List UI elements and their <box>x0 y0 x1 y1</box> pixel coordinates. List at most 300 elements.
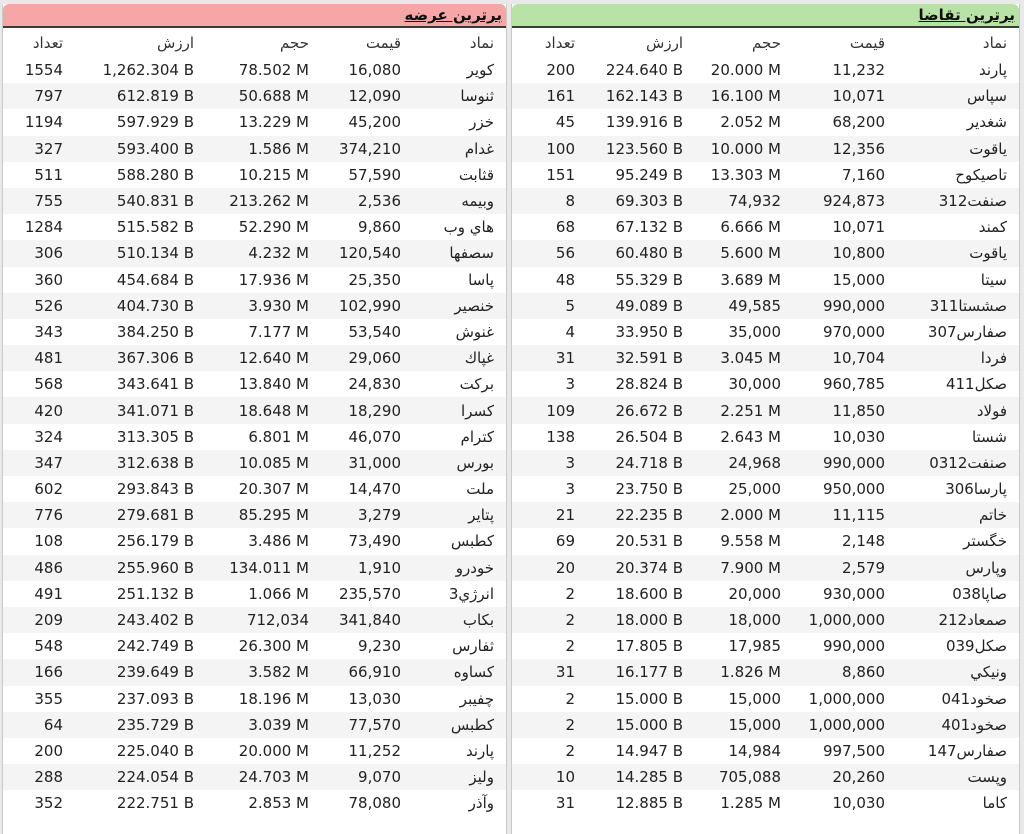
cell-symbol: تاصيكوح <box>955 165 1007 184</box>
cell-value: 515.582 B <box>116 218 194 237</box>
cell-volume: 20.000 M <box>710 61 781 80</box>
cell-price: 1,000,000 <box>808 715 885 734</box>
cell-count: 31 <box>555 663 575 682</box>
cell-count: 100 <box>546 139 575 158</box>
cell-price: 20,260 <box>832 768 885 787</box>
cell-count: 68 <box>555 218 575 237</box>
cell-value: 60.480 B <box>615 244 683 263</box>
cell-volume: 16.100 M <box>710 87 781 106</box>
cell-price: 46,070 <box>348 427 401 446</box>
cell-price: 11,115 <box>832 506 885 525</box>
cell-price: 990,000 <box>822 453 885 472</box>
cell-count: 45 <box>555 113 575 132</box>
cell-volume: 17.936 M <box>238 270 309 289</box>
cell-symbol: پاسا <box>468 270 494 289</box>
cell-count: 138 <box>546 427 575 446</box>
table-row[interactable] <box>512 555 1019 581</box>
cell-symbol: وليز <box>469 768 494 787</box>
cell-value: 612.819 B <box>116 87 194 106</box>
cell-volume: 20.000 M <box>238 741 309 760</box>
cell-count: 360 <box>34 270 63 289</box>
cell-value: 162.143 B <box>605 87 683 106</box>
cell-count: 526 <box>34 296 63 315</box>
table-row[interactable] <box>512 57 1019 83</box>
cell-symbol: خنصير <box>454 296 494 315</box>
cell-count: 602 <box>34 480 63 499</box>
cell-volume: 1.586 M <box>248 139 309 158</box>
cell-symbol: چفيبر <box>459 689 494 708</box>
cell-value: 510.134 B <box>116 244 194 263</box>
cell-volume: 10.000 M <box>710 139 781 158</box>
table-row[interactable] <box>3 528 506 554</box>
cell-count: 3 <box>565 375 575 394</box>
cell-symbol: صفارس307 <box>927 322 1007 341</box>
cell-volume: 2.052 M <box>720 113 781 132</box>
cell-price: 31,000 <box>348 453 401 472</box>
cell-symbol: كطبس <box>450 715 494 734</box>
cell-price: 53,540 <box>348 322 401 341</box>
table-row[interactable] <box>3 424 506 450</box>
cell-price: 24,830 <box>348 375 401 394</box>
cell-count: 166 <box>34 663 63 682</box>
table-row[interactable] <box>512 450 1019 476</box>
table-row[interactable] <box>512 240 1019 266</box>
cell-count: 2 <box>565 584 575 603</box>
demand-column-headers <box>512 28 1019 57</box>
cell-value: 540.831 B <box>116 192 194 211</box>
cell-symbol: پارند <box>978 61 1007 80</box>
cell-value: 367.306 B <box>116 349 194 368</box>
cell-volume: 7.900 M <box>720 558 781 577</box>
table-row[interactable] <box>512 502 1019 528</box>
cell-volume: 3.689 M <box>720 270 781 289</box>
cell-volume: 134.011 M <box>229 558 309 577</box>
cell-price: 10,704 <box>832 349 885 368</box>
table-row[interactable] <box>512 686 1019 712</box>
table-row[interactable] <box>3 581 506 607</box>
table-row[interactable] <box>3 293 506 319</box>
cell-volume: 2.000 M <box>720 506 781 525</box>
table-row[interactable] <box>3 633 506 659</box>
cell-symbol: انرژي3 <box>448 584 494 603</box>
cell-value: 224.640 B <box>605 61 683 80</box>
cell-value: 255.960 B <box>116 558 194 577</box>
table-row[interactable] <box>512 109 1019 135</box>
cell-count: 511 <box>34 165 63 184</box>
cell-symbol: كترام <box>460 427 494 446</box>
table-row[interactable] <box>3 240 506 266</box>
cell-symbol: سيتا <box>980 270 1007 289</box>
cell-symbol: خودرو <box>455 558 494 577</box>
cell-count: 776 <box>34 506 63 525</box>
table-row[interactable] <box>512 424 1019 450</box>
cell-count: 20 <box>555 558 575 577</box>
cell-value: 26.672 B <box>615 401 683 420</box>
cell-value: 95.249 B <box>615 165 683 184</box>
table-row[interactable] <box>512 345 1019 371</box>
column-header-volume[interactable]: حجم <box>280 33 309 52</box>
table-row[interactable] <box>3 502 506 528</box>
cell-price: 924,873 <box>822 192 885 211</box>
cell-volume: 13.303 M <box>710 165 781 184</box>
cell-value: 404.730 B <box>116 296 194 315</box>
cell-symbol: صفارس147 <box>927 741 1007 760</box>
top-demand-panel <box>511 4 1020 834</box>
cell-symbol: هاي وب <box>443 218 494 237</box>
table-row[interactable] <box>3 214 506 240</box>
cell-price: 2,579 <box>842 558 885 577</box>
cell-value: 1,262.304 B <box>102 61 194 80</box>
cell-symbol: ثفارس <box>452 637 494 656</box>
cell-symbol: صمعاد212 <box>938 611 1007 630</box>
table-row[interactable] <box>3 738 506 764</box>
column-header-value[interactable]: ارزش <box>646 33 683 52</box>
cell-symbol: وآذر <box>468 794 494 813</box>
supply-column-headers <box>3 28 506 57</box>
cell-price: 25,350 <box>348 270 401 289</box>
cell-price: 3,279 <box>358 506 401 525</box>
cell-count: 69 <box>555 532 575 551</box>
table-row[interactable] <box>3 136 506 162</box>
cell-value: 16.177 B <box>615 663 683 682</box>
cell-volume: 1.066 M <box>248 584 309 603</box>
cell-count: 108 <box>34 532 63 551</box>
cell-value: 239.649 B <box>116 663 194 682</box>
cell-count: 56 <box>555 244 575 263</box>
column-header-count[interactable]: تعداد <box>32 33 63 52</box>
table-row[interactable] <box>512 528 1019 554</box>
supply-table-body <box>3 57 506 816</box>
cell-value: 20.374 B <box>615 558 683 577</box>
cell-value: 597.929 B <box>116 113 194 132</box>
cell-volume: 18,000 <box>728 611 781 630</box>
cell-value: 139.916 B <box>605 113 683 132</box>
table-row[interactable] <box>512 319 1019 345</box>
cell-volume: 15,000 <box>728 689 781 708</box>
cell-volume: 15,000 <box>728 715 781 734</box>
top-supply-panel <box>2 4 507 834</box>
cell-symbol: خاتم <box>978 506 1007 525</box>
table-row[interactable] <box>3 712 506 738</box>
cell-volume: 6.666 M <box>720 218 781 237</box>
cell-count: 21 <box>555 506 575 525</box>
cell-price: 10,071 <box>832 218 885 237</box>
table-row[interactable] <box>512 136 1019 162</box>
cell-volume: 10.215 M <box>238 165 309 184</box>
cell-value: 588.280 B <box>116 165 194 184</box>
cell-count: 1194 <box>24 113 63 132</box>
column-header-price[interactable]: قیمت <box>365 33 401 52</box>
cell-volume: 2.853 M <box>248 794 309 813</box>
cell-price: 13,030 <box>348 689 401 708</box>
cell-symbol: خزر <box>469 113 494 132</box>
table-row[interactable] <box>512 476 1019 502</box>
cell-symbol: فولاد <box>976 401 1007 420</box>
cell-volume: 3.045 M <box>720 349 781 368</box>
table-row[interactable] <box>3 83 506 109</box>
cell-symbol: وپست <box>967 768 1007 787</box>
cell-price: 11,232 <box>832 61 885 80</box>
cell-value: 33.950 B <box>615 322 683 341</box>
cell-value: 49.089 B <box>615 296 683 315</box>
cell-volume: 3.930 M <box>248 296 309 315</box>
cell-count: 200 <box>546 61 575 80</box>
cell-symbol: صخود041 <box>941 689 1007 708</box>
cell-value: 343.641 B <box>116 375 194 394</box>
cell-volume: 78.502 M <box>238 61 309 80</box>
table-row[interactable] <box>3 659 506 685</box>
cell-count: 109 <box>546 401 575 420</box>
table-row[interactable] <box>512 581 1019 607</box>
cell-volume: 52.290 M <box>238 218 309 237</box>
table-row[interactable] <box>3 607 506 633</box>
table-row[interactable] <box>3 764 506 790</box>
cell-count: 347 <box>34 453 63 472</box>
column-header-symbol[interactable]: نماد <box>982 33 1007 52</box>
cell-price: 8,860 <box>842 663 885 682</box>
table-row[interactable] <box>512 162 1019 188</box>
cell-value: 123.560 B <box>605 139 683 158</box>
table-row[interactable] <box>3 686 506 712</box>
cell-price: 374,210 <box>338 139 401 158</box>
cell-count: 10 <box>555 768 575 787</box>
cell-value: 55.329 B <box>615 270 683 289</box>
cell-value: 17.805 B <box>615 637 683 656</box>
cell-price: 950,000 <box>822 480 885 499</box>
cell-value: 243.402 B <box>116 611 194 630</box>
cell-value: 235.729 B <box>116 715 194 734</box>
table-row[interactable] <box>512 712 1019 738</box>
cell-value: 242.749 B <box>116 637 194 656</box>
cell-count: 64 <box>43 715 63 734</box>
cell-count: 327 <box>34 139 63 158</box>
cell-volume: 24.703 M <box>238 768 309 787</box>
cell-symbol: غپاك <box>464 349 494 368</box>
cell-volume: 30,000 <box>728 375 781 394</box>
cell-count: 161 <box>546 87 575 106</box>
cell-count: 3 <box>565 480 575 499</box>
cell-count: 2 <box>565 741 575 760</box>
table-row[interactable] <box>3 267 506 293</box>
supply-panel-header <box>3 4 506 28</box>
cell-value: 23.750 B <box>615 480 683 499</box>
column-header-price[interactable]: قیمت <box>849 33 885 52</box>
table-row[interactable] <box>512 293 1019 319</box>
cell-price: 1,910 <box>358 558 401 577</box>
table-row[interactable] <box>3 188 506 214</box>
table-row[interactable] <box>512 397 1019 423</box>
cell-price: 10,030 <box>832 794 885 813</box>
cell-value: 18.600 B <box>615 584 683 603</box>
cell-count: 797 <box>34 87 63 106</box>
cell-symbol: ياقوت <box>969 139 1007 158</box>
cell-count: 755 <box>34 192 63 211</box>
cell-price: 18,290 <box>348 401 401 420</box>
cell-symbol: کویر <box>466 61 494 80</box>
cell-symbol: سپاس <box>967 87 1007 106</box>
cell-symbol: ملت <box>466 480 494 499</box>
cell-value: 22.235 B <box>615 506 683 525</box>
cell-value: 454.684 B <box>116 270 194 289</box>
cell-volume: 2.643 M <box>720 427 781 446</box>
cell-count: 4 <box>565 322 575 341</box>
table-row[interactable] <box>3 319 506 345</box>
cell-price: 11,252 <box>348 741 401 760</box>
column-header-count[interactable]: تعداد <box>544 33 575 52</box>
cell-price: 930,000 <box>822 584 885 603</box>
table-row[interactable] <box>3 555 506 581</box>
demand-panel-header <box>512 4 1019 28</box>
cell-price: 990,000 <box>822 296 885 315</box>
table-row[interactable] <box>3 345 506 371</box>
cell-price: 29,060 <box>348 349 401 368</box>
cell-value: 32.591 B <box>615 349 683 368</box>
cell-volume: 1.826 M <box>720 663 781 682</box>
table-row[interactable] <box>3 397 506 423</box>
cell-symbol: فردا <box>980 349 1007 368</box>
cell-price: 9,860 <box>358 218 401 237</box>
cell-price: 102,990 <box>338 296 401 315</box>
cell-symbol: پارسا306 <box>945 480 1007 499</box>
cell-symbol: كمند <box>978 218 1007 237</box>
cell-price: 9,070 <box>358 768 401 787</box>
table-row[interactable] <box>3 162 506 188</box>
cell-symbol: كسرا <box>461 401 494 420</box>
cell-count: 31 <box>555 794 575 813</box>
cell-symbol: غنوش <box>455 322 494 341</box>
cell-price: 7,160 <box>842 165 885 184</box>
cell-symbol: پتاير <box>468 506 494 525</box>
table-row[interactable] <box>3 57 506 83</box>
cell-volume: 12.640 M <box>238 349 309 368</box>
cell-volume: 3.486 M <box>248 532 309 551</box>
cell-volume: 20.307 M <box>238 480 309 499</box>
cell-value: 28.824 B <box>615 375 683 394</box>
cell-price: 12,090 <box>348 87 401 106</box>
cell-symbol: پارند <box>465 741 494 760</box>
cell-volume: 6.801 M <box>248 427 309 446</box>
cell-volume: 13.840 M <box>238 375 309 394</box>
cell-count: 48 <box>555 270 575 289</box>
cell-volume: 3.582 M <box>248 663 309 682</box>
cell-count: 486 <box>34 558 63 577</box>
supply-panel-title: برترین عرضه <box>404 6 502 24</box>
cell-volume: 13.229 M <box>238 113 309 132</box>
table-row[interactable] <box>512 214 1019 240</box>
cell-value: 225.040 B <box>116 741 194 760</box>
cell-volume: 1.285 M <box>720 794 781 813</box>
cell-count: 2 <box>565 715 575 734</box>
cell-volume: 49,585 <box>728 296 781 315</box>
cell-value: 15.000 B <box>615 715 683 734</box>
cell-volume: 50.688 M <box>238 87 309 106</box>
table-row[interactable] <box>512 738 1019 764</box>
cell-symbol: كطبس <box>450 532 494 551</box>
cell-symbol: بكاب <box>462 611 494 630</box>
table-row[interactable] <box>512 83 1019 109</box>
cell-count: 8 <box>565 192 575 211</box>
cell-volume: 74,932 <box>728 192 781 211</box>
cell-volume: 7.177 M <box>248 322 309 341</box>
cell-value: 279.681 B <box>116 506 194 525</box>
cell-price: 10,800 <box>832 244 885 263</box>
table-row[interactable] <box>3 109 506 135</box>
cell-count: 355 <box>34 689 63 708</box>
cell-symbol: صشستا311 <box>929 296 1007 315</box>
cell-symbol: صكل039 <box>945 637 1007 656</box>
column-header-volume[interactable]: حجم <box>752 33 781 52</box>
cell-volume: 35,000 <box>728 322 781 341</box>
table-row[interactable] <box>512 607 1019 633</box>
cell-value: 20.531 B <box>615 532 683 551</box>
cell-symbol: صنفت0312 <box>929 453 1007 472</box>
cell-symbol: صكل411 <box>945 375 1007 394</box>
cell-count: 306 <box>34 244 63 263</box>
demand-panel-title: برترین تقاضا <box>918 6 1015 24</box>
cell-volume: 14,984 <box>728 741 781 760</box>
cell-volume: 712,034 <box>246 611 309 630</box>
cell-value: 222.751 B <box>116 794 194 813</box>
table-row[interactable] <box>3 790 506 816</box>
cell-symbol: بركت <box>459 375 494 394</box>
cell-volume: 2.251 M <box>720 401 781 420</box>
table-row[interactable] <box>512 633 1019 659</box>
cell-symbol: غدام <box>464 139 494 158</box>
column-header-symbol[interactable]: نماد <box>469 33 494 52</box>
cell-price: 68,200 <box>832 113 885 132</box>
cell-volume: 20,000 <box>728 584 781 603</box>
cell-count: 2 <box>565 689 575 708</box>
column-header-value[interactable]: ارزش <box>157 33 194 52</box>
cell-price: 970,000 <box>822 322 885 341</box>
cell-price: 997,500 <box>822 741 885 760</box>
cell-count: 209 <box>34 611 63 630</box>
demand-table-body <box>512 57 1019 816</box>
table-row[interactable] <box>512 659 1019 685</box>
table-row[interactable] <box>512 790 1019 816</box>
cell-symbol: صخود401 <box>941 715 1007 734</box>
cell-value: 312.638 B <box>116 453 194 472</box>
cell-price: 960,785 <box>822 375 885 394</box>
cell-value: 224.054 B <box>116 768 194 787</box>
cell-volume: 24,968 <box>728 453 781 472</box>
table-row[interactable] <box>512 267 1019 293</box>
cell-volume: 10.085 M <box>238 453 309 472</box>
cell-price: 12,356 <box>832 139 885 158</box>
cell-symbol: ياقوت <box>969 244 1007 263</box>
table-row[interactable] <box>512 371 1019 397</box>
cell-price: 990,000 <box>822 637 885 656</box>
cell-volume: 705,088 <box>718 768 781 787</box>
cell-volume: 5.600 M <box>720 244 781 263</box>
cell-value: 14.947 B <box>615 741 683 760</box>
cell-value: 12.885 B <box>615 794 683 813</box>
table-row[interactable] <box>3 450 506 476</box>
cell-value: 293.843 B <box>116 480 194 499</box>
cell-price: 14,470 <box>348 480 401 499</box>
cell-value: 341.071 B <box>116 401 194 420</box>
cell-price: 78,080 <box>348 794 401 813</box>
table-row[interactable] <box>3 371 506 397</box>
cell-value: 256.179 B <box>116 532 194 551</box>
table-row[interactable] <box>512 764 1019 790</box>
cell-value: 313.305 B <box>116 427 194 446</box>
table-row[interactable] <box>3 476 506 502</box>
cell-count: 352 <box>34 794 63 813</box>
cell-value: 237.093 B <box>116 689 194 708</box>
table-row[interactable] <box>512 188 1019 214</box>
cell-price: 66,910 <box>348 663 401 682</box>
